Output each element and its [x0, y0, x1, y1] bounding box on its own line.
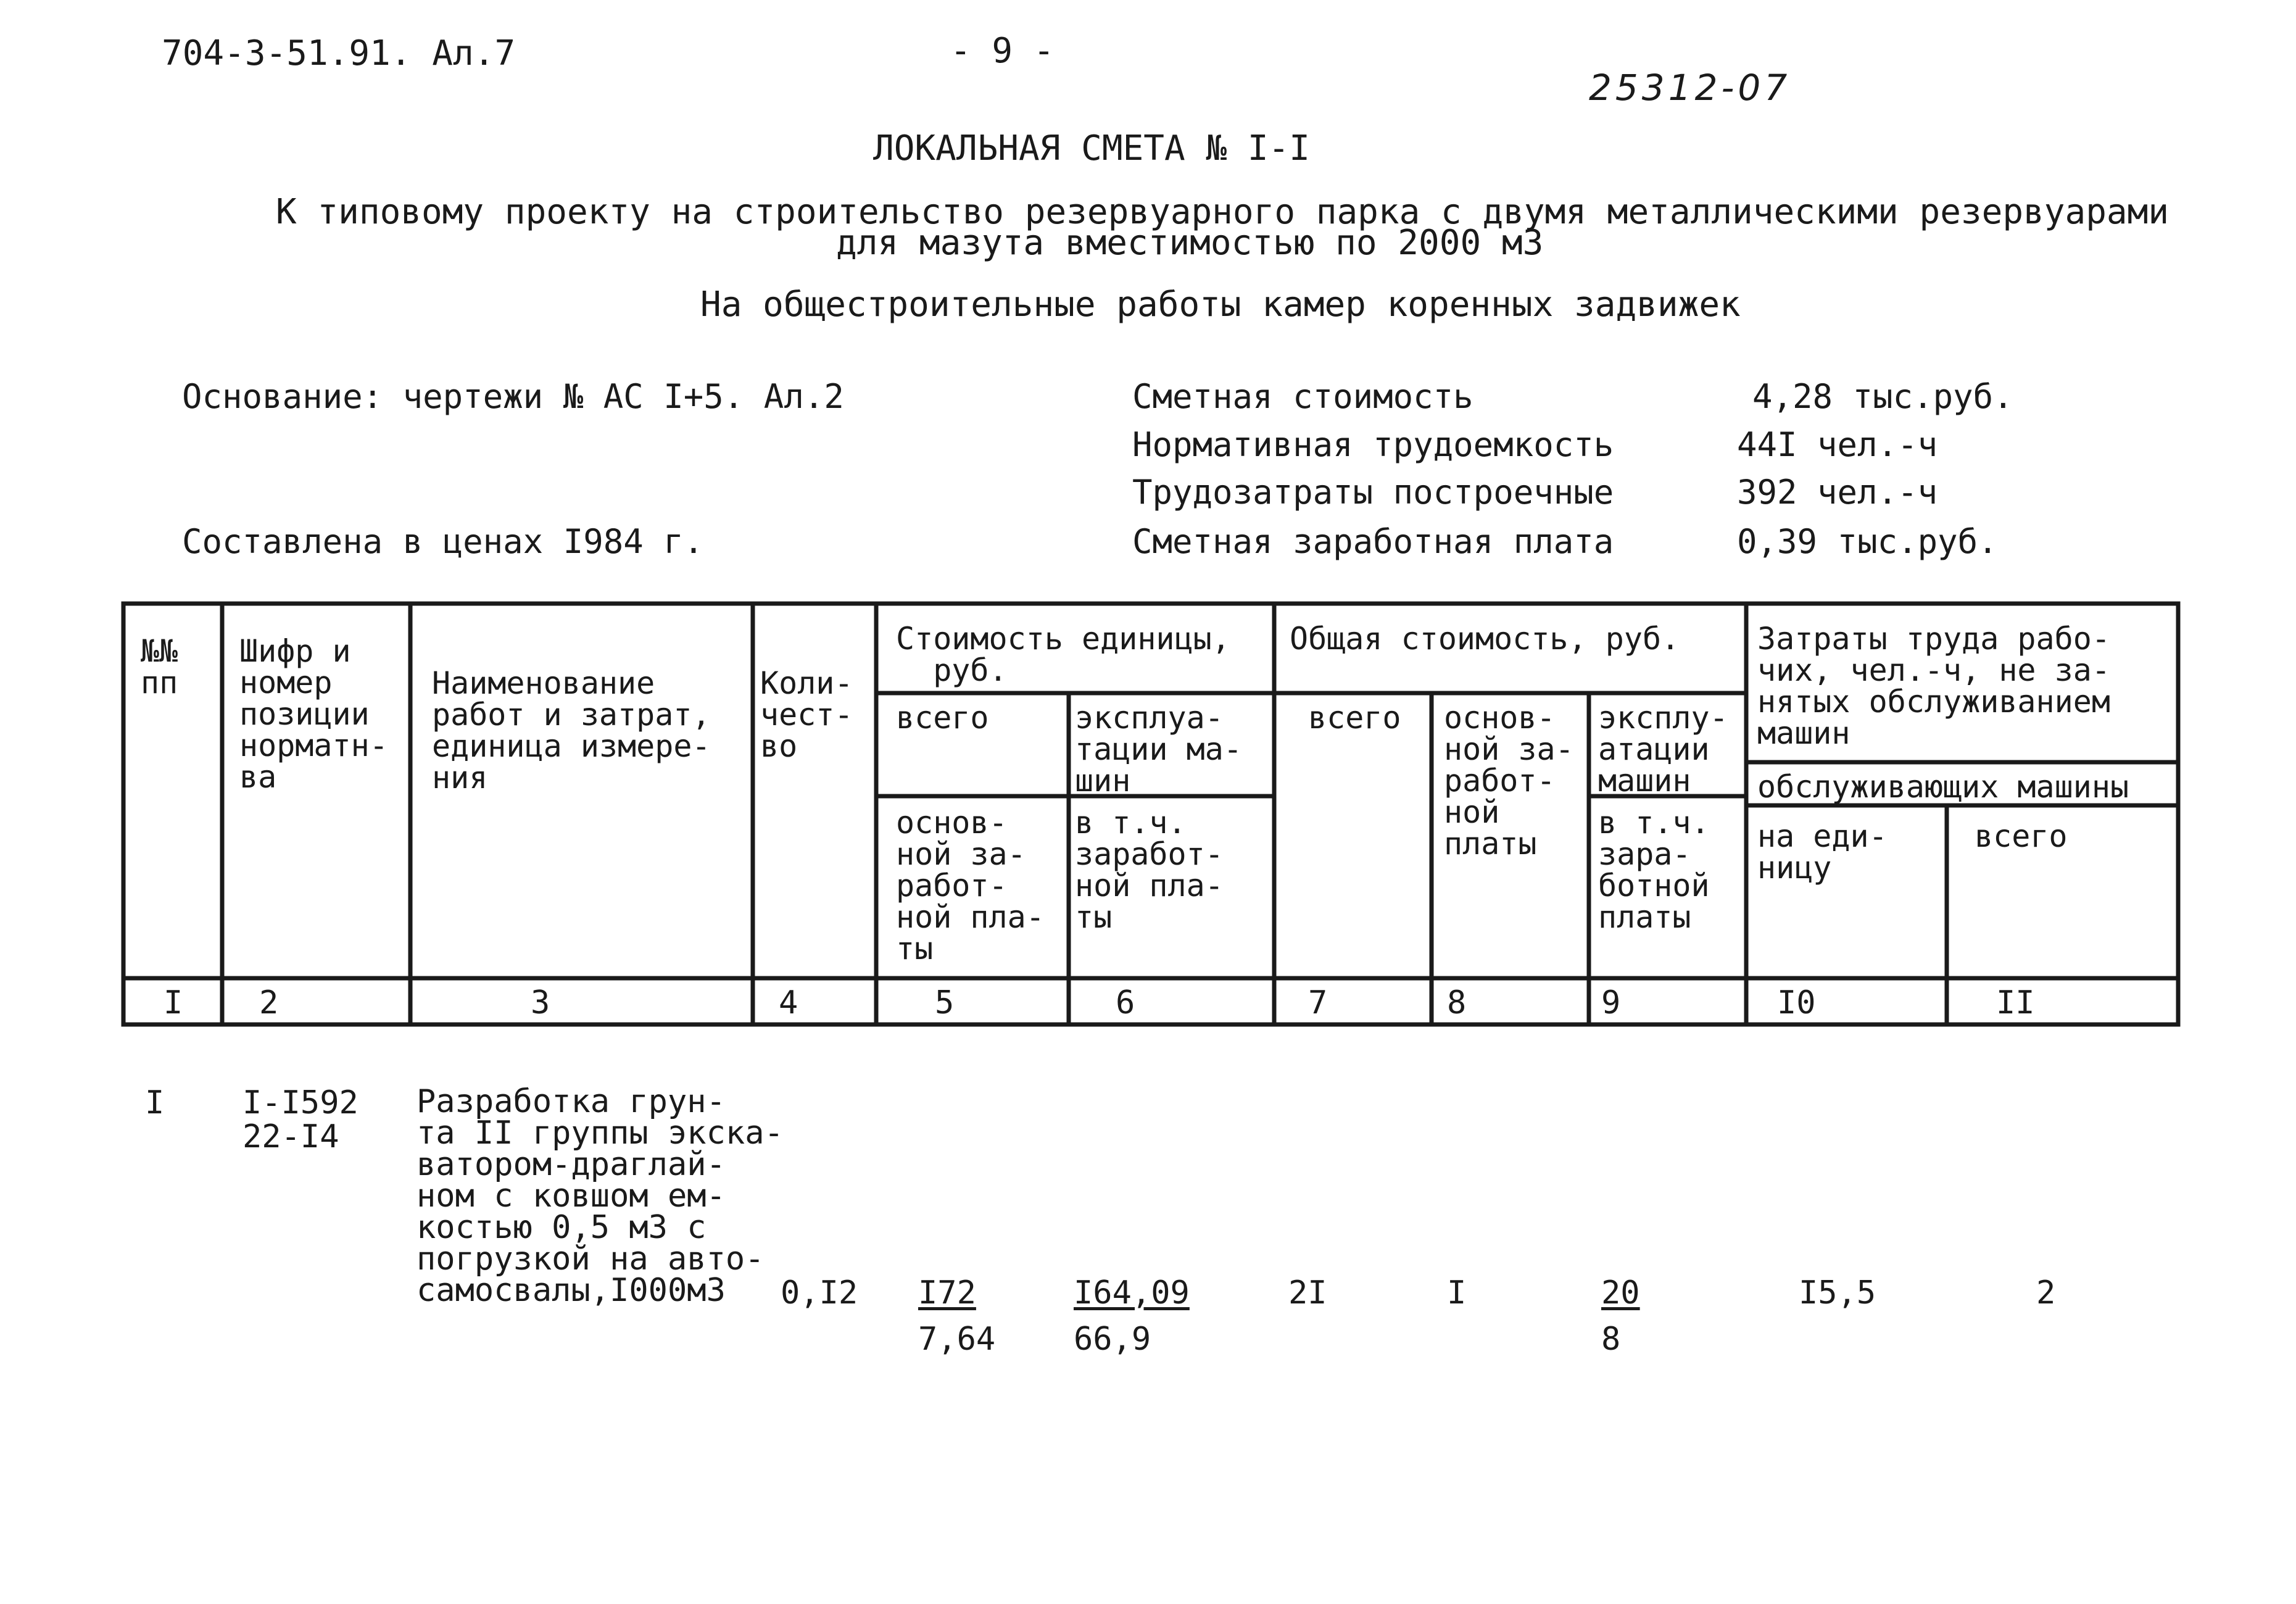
summary-value-wages: 0,39 тыс.руб.	[1737, 522, 1998, 561]
summary-value-labor-norm: 44I чел.-ч	[1737, 425, 1938, 464]
header-labor-per-unit: на еди- ницу	[1757, 818, 1888, 886]
column-number-3: 3	[531, 984, 550, 1021]
row-total-machines-wages: 8	[1601, 1321, 1621, 1358]
header-total-machines-wages: в т.ч. зара- ботной платы	[1598, 805, 1710, 935]
header-labor-service: обслуживающих машины	[1757, 769, 2129, 805]
row-code: I-I592 22-I4	[242, 1084, 358, 1155]
column-number-6: 6	[1116, 984, 1135, 1021]
summary-label-wages: Сметная заработная плата	[1132, 522, 1614, 561]
basis-text: Основание: чертежи № АС I+5. Ал.2	[182, 377, 844, 416]
summary-value-labor-site: 392 чел.-ч	[1737, 473, 1938, 512]
header-total-wages: основ- ной за- работ- ной платы	[1444, 700, 1574, 862]
header-col-quantity: Коли- чест- во	[760, 665, 853, 764]
column-number-11: II	[1996, 984, 2035, 1021]
header-labor-total: всего	[1975, 818, 2068, 854]
row-unit-machines: I64,09	[1074, 1274, 1190, 1311]
row-unit-total: I72	[918, 1274, 976, 1311]
column-number-4: 4	[779, 984, 798, 1021]
row-total-all: 2I	[1288, 1274, 1327, 1311]
column-number-5: 5	[935, 984, 955, 1021]
row-unit-wages: 7,64	[918, 1321, 996, 1358]
row-total-machines: 20	[1601, 1274, 1640, 1311]
column-number-7: 7	[1308, 984, 1328, 1021]
document-code: 704-3-51.91. Ал.7	[162, 33, 516, 73]
row-quantity: 0,I2	[781, 1274, 858, 1311]
handwritten-code: 25312-07	[1589, 67, 1791, 109]
summary-label-labor-norm: Нормативная трудоемкость	[1132, 425, 1614, 464]
column-number-9: 9	[1601, 984, 1621, 1021]
row-labor-total: 2	[2036, 1274, 2056, 1311]
summary-label-cost: Сметная стоимость	[1132, 377, 1473, 416]
column-number-1: I	[164, 984, 183, 1021]
header-total-machines: эксплу- атации машин	[1598, 700, 1728, 799]
prices-year-text: Составлена в ценах I984 г.	[182, 522, 704, 561]
column-number-8: 8	[1447, 984, 1467, 1021]
page-number: - 9 -	[950, 31, 1055, 71]
row-unit-machines-wages: 66,9	[1074, 1321, 1151, 1358]
summary-value-cost: 4,28 тыс.руб.	[1752, 377, 2013, 416]
row-labor-per-unit: I5,5	[1799, 1274, 1876, 1311]
header-unit-machines-wages: в т.ч. заработ- ной пла- ты	[1075, 805, 1224, 935]
header-total-cost: Общая стоимость, руб.	[1290, 621, 1680, 657]
header-unit-machines: эксплуа- тации ма- шин	[1075, 700, 1242, 799]
subtitle-line-1: К типовому проекту на строительство резервуарного парка с двумя металлическими резервуарами	[276, 192, 2170, 232]
header-labor: Затраты труда рабо- чих, чел.-ч, не за- нятых обслуживанием машин	[1757, 621, 2110, 751]
header-unit-cost: Стоимость единицы, руб.	[896, 621, 1230, 688]
estimate-title: ЛОКАЛЬНАЯ СМЕТА № I-I	[873, 128, 1311, 168]
header-total-all: всего	[1308, 700, 1401, 736]
header-col-code: Шифр и номер позиции норматн- ва	[239, 633, 388, 795]
row-number: I	[145, 1084, 165, 1121]
summary-label-labor-site: Трудозатраты построечные	[1132, 473, 1614, 512]
row-work-name: Разработка грун- та II группы экска- ватором-драглай- ном с ковшом ем- костью 0,5 м3 с погрузкой на авто- самосвалы,I000м3	[417, 1083, 784, 1309]
subtitle-line-3: На общестроительные работы камер коренных задвижек	[700, 285, 1741, 325]
subtitle-line-2: для мазута вместимостью по 2000 м3	[836, 223, 1544, 263]
header-unit-wages: основ- ной за- работ- ной пла- ты	[896, 805, 1045, 966]
column-number-10: I0	[1777, 984, 1816, 1021]
header-col-name: Наименование работ и затрат, единица измере- ния	[432, 665, 711, 796]
row-total-wages: I	[1447, 1274, 1467, 1311]
header-col-number: №№ пп	[141, 633, 178, 700]
header-unit-total: всего	[896, 700, 989, 736]
column-number-2: 2	[259, 984, 279, 1021]
